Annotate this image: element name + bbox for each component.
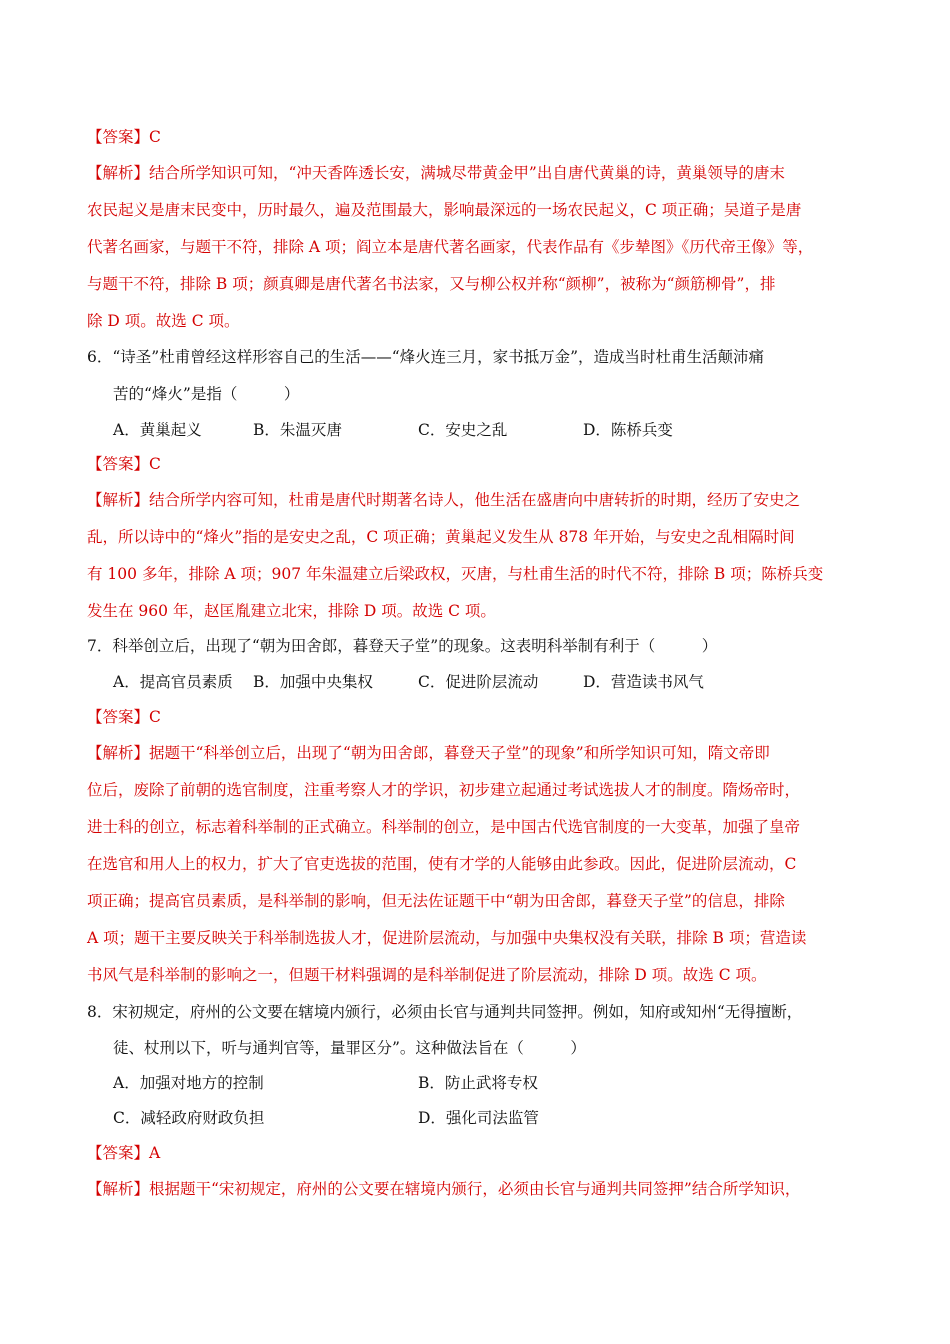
q8-option-d: D．强化司法监管 xyxy=(418,1109,539,1127)
q7-option-a: A．提高官员素质 xyxy=(113,673,233,691)
q8-answer: 【答案】A xyxy=(87,1144,161,1162)
q7-analysis-line: 进士科的创立，标志着科举制的正式确立。科举制的创立，是中国古代选官制度的一大变革，加强了皇帝 xyxy=(87,818,801,836)
q6-analysis-line: 乱，所以诗中的“烽火”指的是安史之乱，C 项正确；黄巢起义发生从 878 年开始，与安史之乱相隔时间 xyxy=(87,528,795,546)
q5-analysis-line: 【解析】结合所学知识可知，“冲天香阵透长安，满城尽带黄金甲”出自唐代黄巢的诗，黄巢领导的唐末 xyxy=(87,164,785,182)
q6-option-c: C．安史之乱 xyxy=(418,421,508,439)
q7-option-d: D．营造读书风气 xyxy=(583,673,704,691)
q8-analysis-line: 【解析】根据题干“宋初规定，府州的公文要在辖境内颁行，必须由长官与通判共同签押”结合所学知识， xyxy=(87,1180,801,1198)
q7-answer: 【答案】C xyxy=(87,708,161,726)
q7-analysis-line: A 项；题干主要反映关于科举制选拔人才，促进阶层流动，与加强中央集权没有关联，排除 B 项；营造读 xyxy=(87,929,807,947)
q8-option-a: A．加强对地方的控制 xyxy=(113,1074,264,1092)
q8-option-b: B．防止武将专权 xyxy=(418,1074,538,1092)
q8-stem-line: 徒、杖刑以下，听与通判官等，量罪区分”。这种做法旨在（ ） xyxy=(113,1039,586,1057)
q8-stem-line: 8．宋初规定，府州的公文要在辖境内颁行，必须由长官与通判共同签押。例如，知府或知州“无得擅断， xyxy=(87,1003,803,1021)
q8-option-c: C．减轻政府财政负担 xyxy=(113,1109,265,1127)
q6-analysis-line: 有 100 多年，排除 A 项；907 年朱温建立后梁政权，灭唐，与杜甫生活的时代不符，排除 B 项；陈桥兵变 xyxy=(87,565,824,583)
q5-analysis-line: 代著名画家，与题干不符，排除 A 项；阎立本是唐代著名画家，代表作品有《步辇图》《历代帝王像》等， xyxy=(87,238,814,256)
q6-stem-line: 苦的“烽火”是指（ ） xyxy=(113,385,300,403)
q6-option-d: D．陈桥兵变 xyxy=(583,421,673,439)
q6-option-b: B．朱温灭唐 xyxy=(253,421,342,439)
q7-option-c: C．促进阶层流动 xyxy=(418,673,539,691)
q7-stem-line: 7．科举创立后，出现了“朝为田舍郎，暮登天子堂”的现象。这表明科举制有利于（ ） xyxy=(87,637,718,655)
q5-analysis-line: 农民起义是唐末民变中，历时最久，遍及范围最大，影响最深远的一场农民起义，C 项正确；吴道子是唐 xyxy=(87,201,802,219)
q6-stem-line: 6．“诗圣”杜甫曾经这样形容自己的生活——“烽火连三月，家书抵万金”，造成当时杜甫生活颠沛痛 xyxy=(87,348,765,366)
q7-option-b: B．加强中央集权 xyxy=(253,673,373,691)
q6-option-a: A．黄巢起义 xyxy=(113,421,202,439)
q7-analysis-line: 项正确；提高官员素质，是科举制的影响，但无法佐证题干中“朝为田舍郎，暮登天子堂”的信息，排除 xyxy=(87,892,785,910)
q5-analysis-line: 除 D 项。故选 C 项。 xyxy=(87,312,240,330)
q7-analysis-line: 在选官和用人上的权力，扩大了官吏选拔的范围，使有才学的人能够由此参政。因此，促进阶层流动，C xyxy=(87,855,797,873)
q6-analysis-line: 发生在 960 年，赵匡胤建立北宋，排除 D 项。故选 C 项。 xyxy=(87,602,496,620)
q5-answer: 【答案】C xyxy=(87,128,161,146)
q7-analysis-line: 书风气是科举制的影响之一，但题干材料强调的是科举制促进了阶层流动，排除 D 项。故选 C 项。 xyxy=(87,966,767,984)
q7-analysis-line: 【解析】据题干“科举创立后，出现了“朝为田舍郎，暮登天子堂”的现象”和所学知识可知，隋文帝即 xyxy=(87,744,770,762)
q7-analysis-line: 位后，废除了前朝的选官制度，注重考察人才的学识，初步建立起通过考试选拔人才的制度。隋炀帝时， xyxy=(87,781,801,799)
q6-analysis-line: 【解析】结合所学内容可知，杜甫是唐代时期著名诗人，他生活在盛唐向中唐转折的时期，经历了安史之 xyxy=(87,491,801,509)
q6-answer: 【答案】C xyxy=(87,455,161,473)
q5-analysis-line: 与题干不符，排除 B 项；颜真卿是唐代著名书法家，又与柳公权并称“颜柳”，被称为“颜筋柳骨”，排 xyxy=(87,275,776,293)
